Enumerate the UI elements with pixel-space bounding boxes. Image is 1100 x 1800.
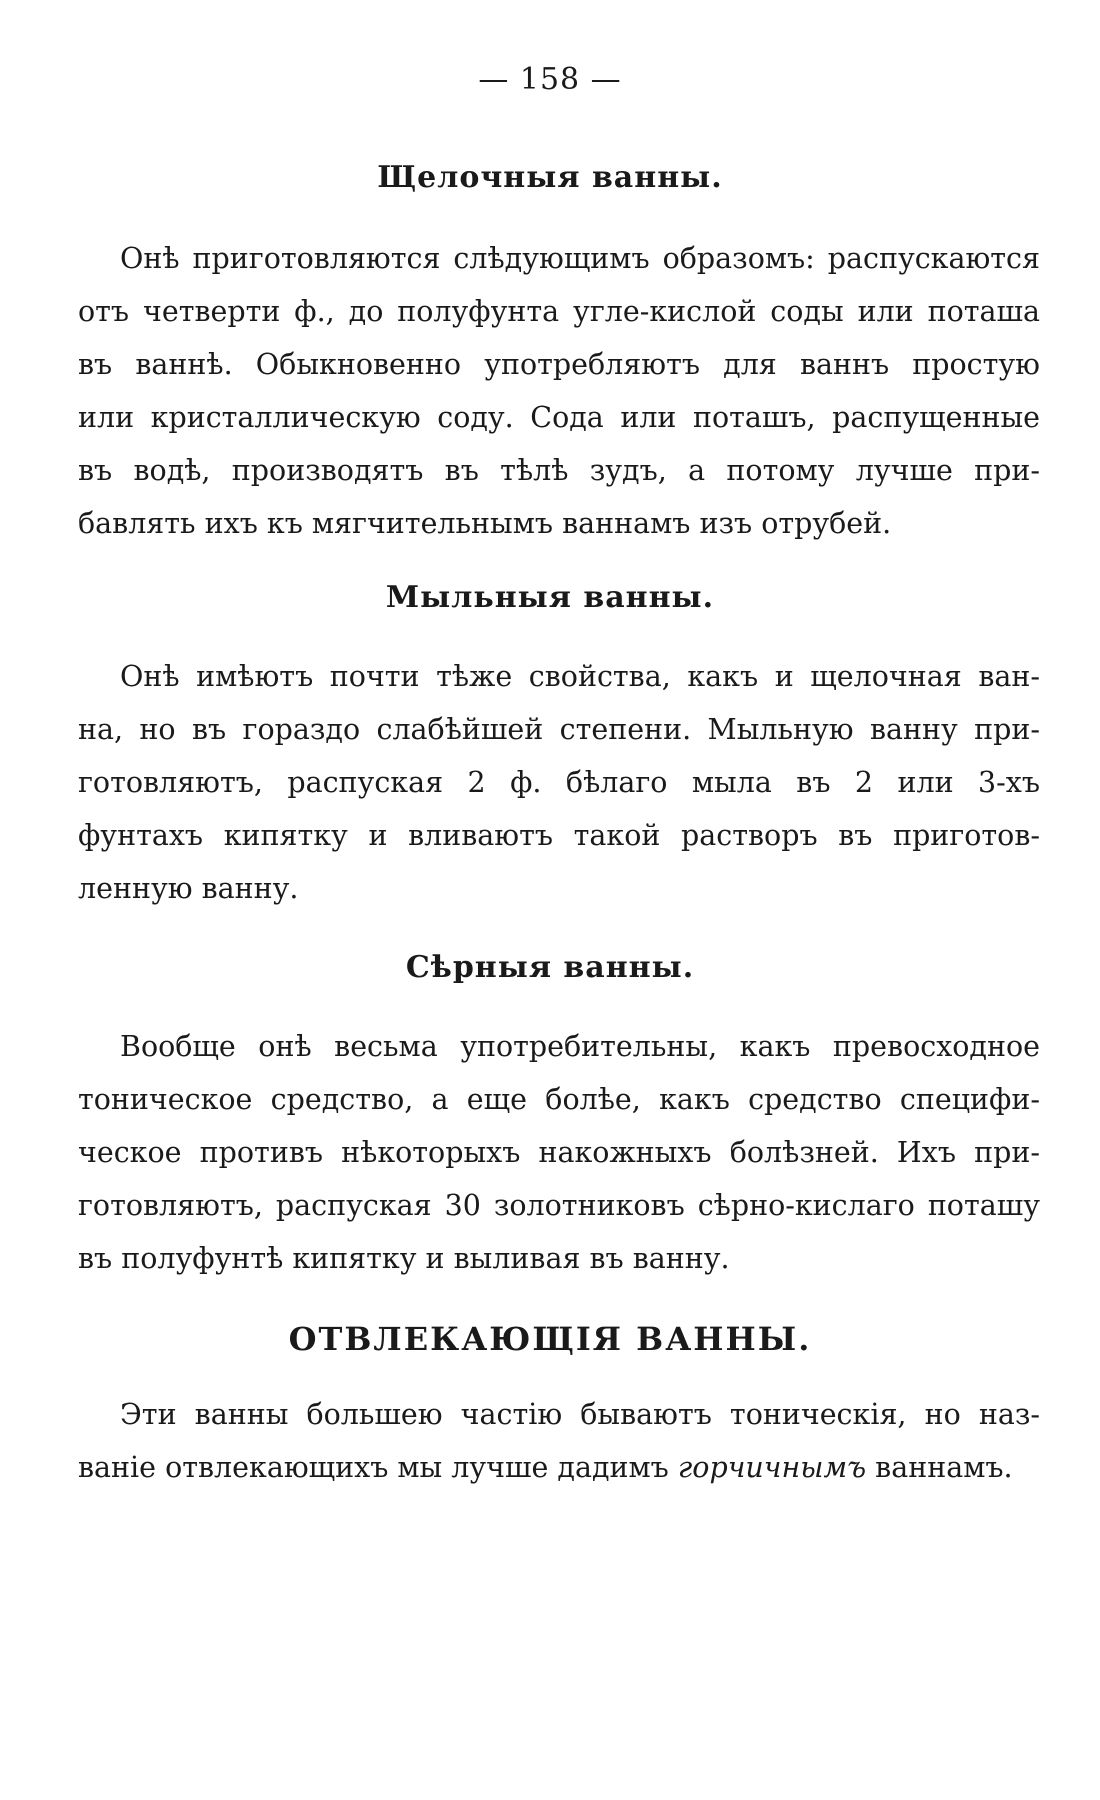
text-span: ваннамъ. bbox=[866, 1451, 1013, 1484]
section-heading-alkaline-baths: Щелочныя ванны. bbox=[377, 160, 723, 195]
paragraph-derivative-baths bbox=[78, 1388, 1040, 1494]
text-line: въ водѣ, производятъ въ тѣлѣ зудъ, а потому лучше при- bbox=[78, 454, 1040, 487]
text-span: ваніе отвлекающихъ мы лучше дадимъ bbox=[78, 1451, 678, 1484]
text-line: Эти ванны большею частію бываютъ тоническія, но наз- bbox=[120, 1398, 1040, 1431]
text-line: готовляютъ, распуская 2 ф. бѣлаго мыла въ 2 или 3-хъ bbox=[78, 766, 1040, 799]
text-line: ленную ванну. bbox=[78, 872, 299, 905]
italic-term: горчичнымъ bbox=[677, 1451, 867, 1484]
section-heading-sulfur-baths: Сѣрныя ванны. bbox=[405, 950, 695, 985]
text-line: въ ваннѣ. Обыкновенно употребляютъ для ваннъ простую bbox=[78, 348, 1040, 381]
paragraph-soap-baths bbox=[78, 650, 1040, 915]
section-heading-derivative-baths: ОТВЛЕКАЮЩІЯ ВАННЫ. bbox=[288, 1320, 812, 1358]
text-line: ческое противъ нѣкоторыхъ накожныхъ болѣзней. Ихъ при- bbox=[78, 1136, 1040, 1169]
text-line: готовляютъ, распуская 30 золотниковъ сѣрно-кислаго поташу bbox=[78, 1189, 1040, 1222]
text-line: Онѣ приготовляются слѣдующимъ образомъ: распускаются bbox=[120, 242, 1040, 275]
paragraph-sulfur-baths bbox=[78, 1020, 1040, 1285]
text-line: бавлять ихъ къ мягчительнымъ ваннамъ изъ отрубей. bbox=[78, 507, 892, 540]
text-line: въ полуфунтѣ кипятку и выливая въ ванну. bbox=[78, 1242, 730, 1275]
section-heading-soap-baths: Мыльныя ванны. bbox=[385, 580, 715, 615]
text-line: тоническое средство, а еще болѣе, какъ средство специфи- bbox=[78, 1083, 1040, 1116]
text-line-with-italic bbox=[78, 1441, 1040, 1494]
text-line: Онѣ имѣютъ почти тѣже свойства, какъ и щелочная ван- bbox=[120, 660, 1040, 693]
text-line: на, но въ гораздо слабѣйшей степени. Мыльную ванну при- bbox=[78, 713, 1040, 746]
text-line: отъ четверти ф., до полуфунта угле-кислой соды или поташа bbox=[78, 295, 1040, 328]
text-line: или кристаллическую соду. Сода или поташъ, распущенные bbox=[78, 401, 1040, 434]
paragraph-alkaline-baths bbox=[78, 232, 1040, 550]
text-line: Вообще онѣ весьма употребительны, какъ превосходное bbox=[120, 1030, 1040, 1063]
page-number: — 158 — bbox=[478, 62, 622, 97]
text-line: фунтахъ кипятку и вливаютъ такой растворъ въ приготов- bbox=[78, 819, 1040, 852]
